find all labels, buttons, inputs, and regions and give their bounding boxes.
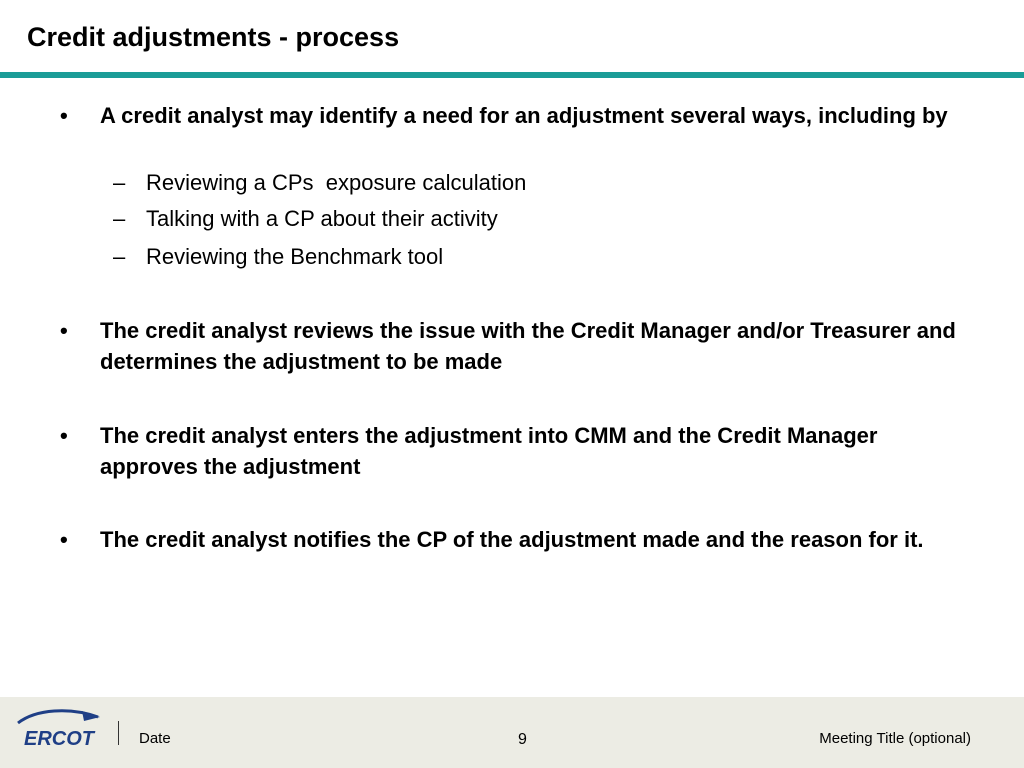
title-divider	[0, 72, 1024, 78]
slide-footer	[0, 697, 1024, 768]
bullet-symbol: •	[60, 423, 68, 448]
sub-bullet-symbol: –	[113, 206, 126, 231]
bullet-symbol: •	[60, 527, 68, 552]
sub-bullet-item	[0, 242, 1024, 272]
bullet-text: A credit analyst may identify a need for an adjustment several ways, including by	[100, 103, 948, 128]
bullet-symbol: •	[60, 318, 68, 343]
sub-bullet-item	[0, 204, 1024, 234]
bullet-text: The credit analyst reviews the issue with the Credit Manager and/or Treasurer and determines the adjustment to be made	[100, 318, 956, 374]
page-number: 9	[518, 731, 527, 748]
footer-separator	[118, 721, 119, 745]
footer-date: Date	[139, 730, 171, 747]
slide-title: Credit adjustments - process	[27, 22, 400, 52]
bullet-text: The credit analyst notifies the CP of the adjustment made and the reason for it.	[100, 527, 924, 552]
bullet-text: The credit analyst enters the adjustment into CMM and the Credit Manager approves the adjustment	[100, 423, 878, 479]
svg-text:ERCOT: ERCOT	[24, 728, 94, 750]
sub-bullet-item	[0, 168, 1024, 198]
bullet-symbol: •	[60, 103, 68, 128]
ercot-logo	[12, 705, 102, 751]
sub-bullet-text: Reviewing a CPs exposure calculation	[146, 170, 527, 195]
sub-bullet-symbol: –	[113, 244, 126, 269]
sub-bullet-text: Talking with a CP about their activity	[146, 206, 498, 231]
sub-bullet-text: Reviewing the Benchmark tool	[146, 244, 444, 269]
footer-meeting-title: Meeting Title (optional)	[819, 730, 971, 747]
sub-bullet-symbol: –	[113, 170, 126, 195]
